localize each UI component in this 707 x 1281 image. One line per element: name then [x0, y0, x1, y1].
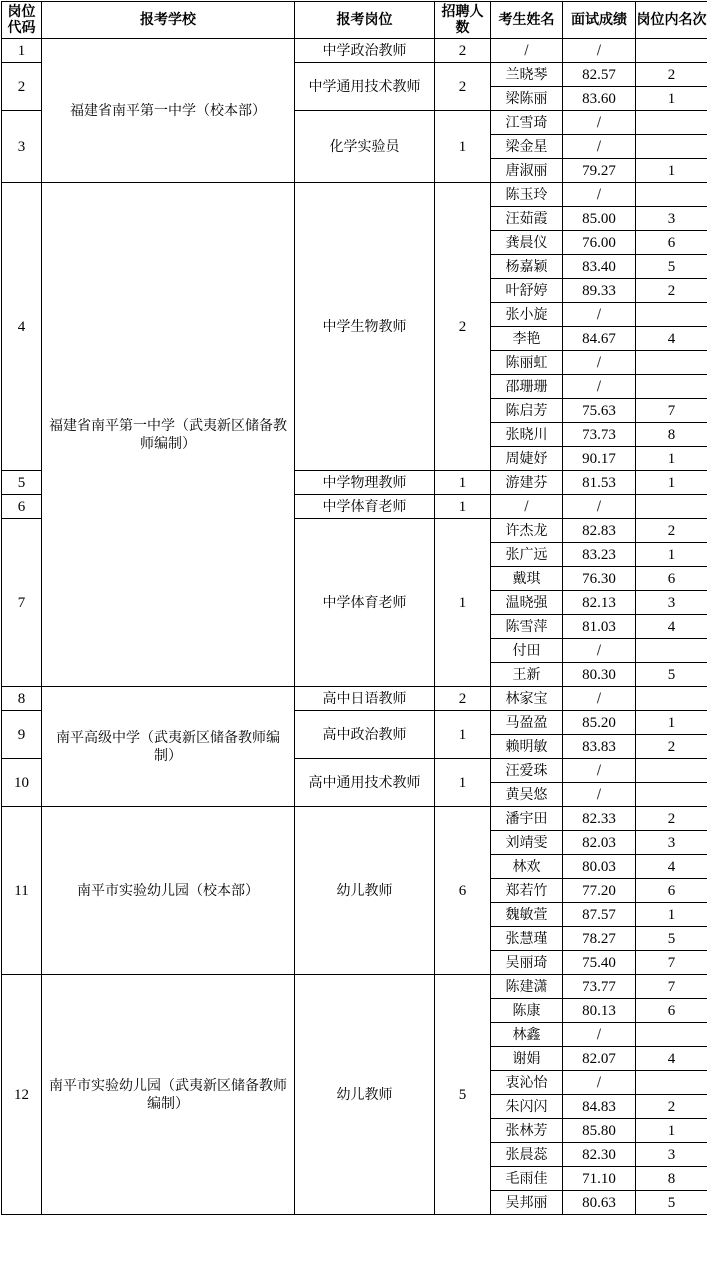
rank-cell	[636, 183, 707, 207]
candidate-name-cell: 张林芳	[491, 1119, 563, 1143]
rank-cell: 3	[636, 591, 707, 615]
header-school: 报考学校	[42, 2, 295, 39]
interview-score-cell: /	[563, 1071, 636, 1095]
candidate-name-cell: 陈玉玲	[491, 183, 563, 207]
rank-cell: 4	[636, 1047, 707, 1071]
post-code-cell: 5	[2, 471, 42, 495]
position-cell: 中学体育老师	[295, 495, 435, 519]
rank-cell: 1	[636, 471, 707, 495]
rank-cell	[636, 39, 707, 63]
interview-score-cell: /	[563, 39, 636, 63]
post-code-cell: 7	[2, 519, 42, 687]
post-code-cell: 10	[2, 759, 42, 807]
hire-count-cell: 1	[435, 111, 491, 183]
hire-count-cell: 6	[435, 807, 491, 975]
candidate-name-cell: 王新	[491, 663, 563, 687]
interview-score-cell: 85.20	[563, 711, 636, 735]
candidate-name-cell: 龚晨仪	[491, 231, 563, 255]
interview-score-cell: 82.07	[563, 1047, 636, 1071]
candidate-name-cell: 戴琪	[491, 567, 563, 591]
school-cell: 南平市实验幼儿园（校本部）	[42, 807, 295, 975]
interview-score-cell: /	[563, 135, 636, 159]
rank-cell: 3	[636, 831, 707, 855]
candidate-name-cell: /	[491, 495, 563, 519]
candidate-name-cell: 黄吴悠	[491, 783, 563, 807]
candidate-name-cell: 付田	[491, 639, 563, 663]
candidate-name-cell: 游建芬	[491, 471, 563, 495]
rank-cell: 1	[636, 447, 707, 471]
school-cell: 福建省南平第一中学（校本部）	[42, 39, 295, 183]
rank-cell: 5	[636, 1191, 707, 1215]
interview-score-cell: 76.00	[563, 231, 636, 255]
rank-cell: 4	[636, 615, 707, 639]
rank-cell: 6	[636, 231, 707, 255]
interview-score-cell: 71.10	[563, 1167, 636, 1191]
interview-score-cell: 89.33	[563, 279, 636, 303]
interview-score-cell: /	[563, 303, 636, 327]
candidate-name-cell: 张小旋	[491, 303, 563, 327]
interview-score-cell: /	[563, 375, 636, 399]
post-code-cell: 6	[2, 495, 42, 519]
rank-cell	[636, 303, 707, 327]
candidate-name-cell: 林家宝	[491, 687, 563, 711]
rank-cell: 4	[636, 327, 707, 351]
interview-score-cell: 80.63	[563, 1191, 636, 1215]
table-row	[2, 39, 707, 63]
hire-count-cell: 2	[435, 63, 491, 111]
rank-cell: 7	[636, 399, 707, 423]
candidate-name-cell: 杨嘉颖	[491, 255, 563, 279]
rank-cell: 7	[636, 951, 707, 975]
interview-score-cell: /	[563, 1023, 636, 1047]
candidate-name-cell: 朱闪闪	[491, 1095, 563, 1119]
interview-score-cell: 77.20	[563, 879, 636, 903]
interview-score-cell: 82.13	[563, 591, 636, 615]
interview-score-cell: 76.30	[563, 567, 636, 591]
interview-score-cell: 83.23	[563, 543, 636, 567]
candidate-name-cell: /	[491, 39, 563, 63]
interview-score-cell: 81.03	[563, 615, 636, 639]
rank-cell: 3	[636, 1143, 707, 1167]
candidate-name-cell: 汪茹霞	[491, 207, 563, 231]
interview-score-cell: 75.40	[563, 951, 636, 975]
table-row	[2, 975, 707, 999]
position-cell: 幼儿教师	[295, 807, 435, 975]
rank-cell: 5	[636, 927, 707, 951]
results-table	[1, 1, 707, 1215]
interview-score-cell: /	[563, 495, 636, 519]
interview-score-cell: /	[563, 687, 636, 711]
table-row	[2, 687, 707, 711]
candidate-name-cell: 张慧瑾	[491, 927, 563, 951]
rank-cell: 7	[636, 975, 707, 999]
interview-score-cell: 82.83	[563, 519, 636, 543]
table-row	[2, 183, 707, 207]
interview-score-cell: 85.00	[563, 207, 636, 231]
candidate-name-cell: 邵珊珊	[491, 375, 563, 399]
school-cell: 南平高级中学（武夷新区储备教师编制）	[42, 687, 295, 807]
position-cell: 高中通用技术教师	[295, 759, 435, 807]
post-code-cell: 4	[2, 183, 42, 471]
candidate-name-cell: 陈康	[491, 999, 563, 1023]
rank-cell: 3	[636, 207, 707, 231]
header-row	[2, 2, 707, 39]
candidate-name-cell: 马盈盈	[491, 711, 563, 735]
position-cell: 高中政治教师	[295, 711, 435, 759]
post-code-cell: 12	[2, 975, 42, 1215]
rank-cell: 6	[636, 567, 707, 591]
rank-cell	[636, 495, 707, 519]
candidate-name-cell: 潘宇田	[491, 807, 563, 831]
rank-cell	[636, 351, 707, 375]
hire-count-cell: 2	[435, 39, 491, 63]
position-cell: 中学体育老师	[295, 519, 435, 687]
header-interview-score: 面试成绩	[563, 2, 636, 39]
hire-count-cell: 2	[435, 183, 491, 471]
rank-cell: 5	[636, 255, 707, 279]
interview-score-cell: /	[563, 639, 636, 663]
interview-score-cell: 80.30	[563, 663, 636, 687]
interview-score-cell: 82.30	[563, 1143, 636, 1167]
rank-cell: 2	[636, 735, 707, 759]
candidate-name-cell: 魏敏萱	[491, 903, 563, 927]
rank-cell	[636, 759, 707, 783]
rank-cell: 6	[636, 999, 707, 1023]
rank-cell: 1	[636, 87, 707, 111]
candidate-name-cell: 张广远	[491, 543, 563, 567]
interview-score-cell: /	[563, 183, 636, 207]
position-cell: 中学生物教师	[295, 183, 435, 471]
interview-score-cell: 85.80	[563, 1119, 636, 1143]
post-code-cell: 8	[2, 687, 42, 711]
header-rank: 岗位内名次	[636, 2, 707, 39]
header-hire-count: 招聘人数	[435, 2, 491, 39]
interview-score-cell: 84.83	[563, 1095, 636, 1119]
candidate-name-cell: 唐淑丽	[491, 159, 563, 183]
position-cell: 中学通用技术教师	[295, 63, 435, 111]
post-code-cell: 2	[2, 63, 42, 111]
candidate-name-cell: 谢娟	[491, 1047, 563, 1071]
hire-count-cell: 1	[435, 759, 491, 807]
interview-score-cell: 75.63	[563, 399, 636, 423]
candidate-name-cell: 赖明敏	[491, 735, 563, 759]
interview-score-cell: 73.77	[563, 975, 636, 999]
rank-cell: 1	[636, 1119, 707, 1143]
interview-score-cell: 83.83	[563, 735, 636, 759]
candidate-name-cell: 叶舒婷	[491, 279, 563, 303]
candidate-name-cell: 陈建潇	[491, 975, 563, 999]
rank-cell: 1	[636, 903, 707, 927]
rank-cell	[636, 1023, 707, 1047]
hire-count-cell: 1	[435, 495, 491, 519]
rank-cell	[636, 687, 707, 711]
table-body	[2, 39, 707, 1215]
rank-cell	[636, 639, 707, 663]
interview-score-cell: /	[563, 351, 636, 375]
hire-count-cell: 2	[435, 687, 491, 711]
rank-cell	[636, 111, 707, 135]
hire-count-cell: 1	[435, 711, 491, 759]
candidate-name-cell: 李艳	[491, 327, 563, 351]
interview-score-cell: 80.13	[563, 999, 636, 1023]
interview-score-cell: 83.60	[563, 87, 636, 111]
candidate-name-cell: 衷沁怡	[491, 1071, 563, 1095]
rank-cell	[636, 135, 707, 159]
post-code-cell: 3	[2, 111, 42, 183]
rank-cell: 1	[636, 159, 707, 183]
interview-score-cell: 79.27	[563, 159, 636, 183]
interview-score-cell: 82.57	[563, 63, 636, 87]
candidate-name-cell: 张晨蕊	[491, 1143, 563, 1167]
interview-score-cell: 90.17	[563, 447, 636, 471]
candidate-name-cell: 梁陈丽	[491, 87, 563, 111]
post-code-cell: 1	[2, 39, 42, 63]
candidate-name-cell: 梁金星	[491, 135, 563, 159]
candidate-name-cell: 张晓川	[491, 423, 563, 447]
rank-cell: 4	[636, 855, 707, 879]
rank-cell: 2	[636, 279, 707, 303]
position-cell: 中学政治教师	[295, 39, 435, 63]
position-cell: 中学物理教师	[295, 471, 435, 495]
candidate-name-cell: 郑若竹	[491, 879, 563, 903]
candidate-name-cell: 汪爱珠	[491, 759, 563, 783]
interview-score-cell: /	[563, 111, 636, 135]
interview-score-cell: 78.27	[563, 927, 636, 951]
rank-cell	[636, 1071, 707, 1095]
rank-cell: 2	[636, 1095, 707, 1119]
school-cell: 南平市实验幼儿园（武夷新区储备教师编制）	[42, 975, 295, 1215]
hire-count-cell: 1	[435, 471, 491, 495]
header-position: 报考岗位	[295, 2, 435, 39]
interview-score-cell: 82.03	[563, 831, 636, 855]
hire-count-cell: 1	[435, 519, 491, 687]
candidate-name-cell: 林鑫	[491, 1023, 563, 1047]
rank-cell: 1	[636, 543, 707, 567]
interview-score-cell: /	[563, 783, 636, 807]
interview-score-cell: 73.73	[563, 423, 636, 447]
interview-score-cell: 87.57	[563, 903, 636, 927]
interview-score-cell: /	[563, 759, 636, 783]
candidate-name-cell: 吴丽琦	[491, 951, 563, 975]
rank-cell	[636, 783, 707, 807]
candidate-name-cell: 许杰龙	[491, 519, 563, 543]
candidate-name-cell: 林欢	[491, 855, 563, 879]
position-cell: 幼儿教师	[295, 975, 435, 1215]
rank-cell: 1	[636, 711, 707, 735]
hire-count-cell: 5	[435, 975, 491, 1215]
interview-score-cell: 81.53	[563, 471, 636, 495]
rank-cell: 2	[636, 519, 707, 543]
candidate-name-cell: 陈丽虹	[491, 351, 563, 375]
candidate-name-cell: 江雪琦	[491, 111, 563, 135]
header-candidate-name: 考生姓名	[491, 2, 563, 39]
candidate-name-cell: 陈雪萍	[491, 615, 563, 639]
candidate-name-cell: 陈启芳	[491, 399, 563, 423]
candidate-name-cell: 周婕妤	[491, 447, 563, 471]
school-cell: 福建省南平第一中学（武夷新区储备教师编制）	[42, 183, 295, 687]
header-post-code: 岗位代码	[2, 2, 42, 39]
rank-cell: 8	[636, 423, 707, 447]
interview-score-cell: 83.40	[563, 255, 636, 279]
interview-score-cell: 82.33	[563, 807, 636, 831]
post-code-cell: 9	[2, 711, 42, 759]
interview-score-cell: 80.03	[563, 855, 636, 879]
candidate-name-cell: 温晓强	[491, 591, 563, 615]
rank-cell: 2	[636, 807, 707, 831]
post-code-cell: 11	[2, 807, 42, 975]
candidate-name-cell: 毛雨佳	[491, 1167, 563, 1191]
table-row	[2, 807, 707, 831]
rank-cell: 2	[636, 63, 707, 87]
position-cell: 化学实验员	[295, 111, 435, 183]
interview-score-cell: 84.67	[563, 327, 636, 351]
position-cell: 高中日语教师	[295, 687, 435, 711]
rank-cell: 8	[636, 1167, 707, 1191]
rank-cell	[636, 375, 707, 399]
rank-cell: 6	[636, 879, 707, 903]
candidate-name-cell: 吴邦丽	[491, 1191, 563, 1215]
rank-cell: 5	[636, 663, 707, 687]
candidate-name-cell: 刘靖雯	[491, 831, 563, 855]
candidate-name-cell: 兰晓琴	[491, 63, 563, 87]
